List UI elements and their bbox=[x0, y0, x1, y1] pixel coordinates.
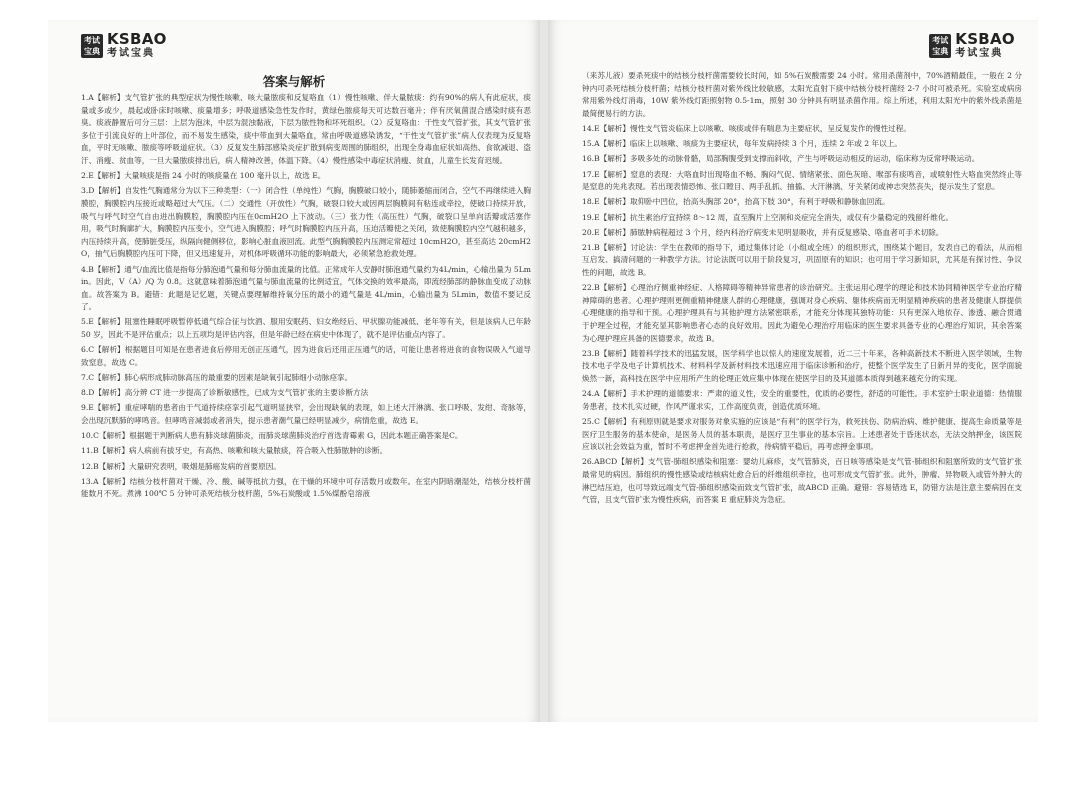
right-page-content bbox=[582, 70, 1022, 509]
answer-paragraph: 7.C【解析】肺心病形成肺动脉高压的最重要的因素是缺氧引起肺细小动脉痉挛。 bbox=[81, 373, 353, 383]
answer-paragraph: 6.C【解析】根据题目可知是在患者进食后停用无创正压通气，因为进食后还用正压通气的话，可能让患者将进食的食物误吸入气道导致窒息，故选 C。 bbox=[81, 345, 531, 367]
ksbao-logo bbox=[81, 32, 167, 59]
left-page bbox=[48, 20, 540, 722]
answer-paragraph: 1.A【解析】支气管扩张的典型症状为慢性咳嗽、咳大量脓痰和反复咯血（1）慢性咳嗽、伴大量脓痰：约有90%的病人有此症状，痰量或多或少，晨起或卧床时咳嗽、痰量增多；呼吸道感染急性发作时，黄绿色脓痰每天可达数百毫升；伴有厌氧菌混合感染时痰有恶臭。痰液静置后可分三层：上层为泡沫，中层为混浊黏液，下层为脓性物和坏死组织。（2）反复咯血：干性支气管扩张，其支气管扩张多位于引流良好的上叶部位，而不易发生感染，痰中带血到大量咯血，常由呼吸道感染诱发，“干性支气管扩张”病人仅表现为反复咯血，平时无咳嗽、脓痰等呼吸道症状。（3）反复发生肺部感染炎症扩散到病变周围的肺组织，出现全身毒血症状如高热、食欲减退、盗汗、消瘦、贫血等，一旦大量脓痰排出后，病人精神改善，体温下降。（4）慢性感染中毒症状消瘦、贫血，儿童生长发育迟缓。 bbox=[81, 93, 531, 165]
answer-paragraph: 20.E【解析】肺脓肿病程超过 3 个月，经内科治疗病变未见明显吸收，并有反复感染、咯血者可手术切除。 bbox=[582, 227, 944, 237]
logo-mark-icon: 考试 宝典 bbox=[81, 34, 103, 58]
answer-paragraph: 23.B【解析】随着科学技术的迅猛发展，医学科学也以惊人的速度发展着，近二三十年来，各种高新技术不断进入医学领域，生物技术电子学及电子计算机技术、材料科学及新材料技术迅速应用于临床诊断和治疗，使整个医学发生了日新月异的变化，医学面貌焕然一新，高科技在医学中应用所产生的伦理正效应集中体现在使医学目的及其道德本质得到越来越充分的实现。 bbox=[582, 348, 1022, 383]
answer-paragraph: 10.C【解析】根据题干判断病人患有肺炎球菌肺炎，而肺炎球菌肺炎治疗首选青霉素 G，因此本题正确答案是C。 bbox=[81, 431, 463, 441]
logo-subtitle: 考试宝典 bbox=[955, 48, 1004, 59]
answer-paragraph: 9.E【解析】重症哮喘的患者由于气道持续痉挛引起气道明显狭窄，会出现缺氧的表现，如上述大汗淋漓、张口呼吸、发绀、奇脉等，会出现沉默肺的哮鸣音。但哮鸣音减弱或者消失，提示患者潮气量已经明显减少，病情危重，故选 E。 bbox=[81, 403, 531, 425]
answer-paragraph: 8.D【解析】高分辨 CT 进一步提高了诊断敏感性，已成为支气管扩张的主要诊断方法 bbox=[81, 388, 369, 398]
answer-paragraph: 5.E【解析】阻塞性睡眠呼吸暂停低通气综合征与饮酒、服用安眠药、妇女绝经后、甲状腺功能减低、老年等有关，但是该病人已年龄 50 岁，因此不是评估重点；以上五项均是评估内容，但是年龄已经在病史中体现了，就不是评估重点内容了。 bbox=[81, 317, 531, 340]
answer-paragraph: （来苏儿液）要杀死痰中的结核分枝杆菌需要较长时间，如 5%石炭酸需要 24 小时。常用杀菌剂中，70%酒精最佳，一般在 2 分钟内可杀死结核分枝杆菌；结核分枝杆菌对紫外线比较敏感，太阳光直射下痰中结核分枝杆菌经 2-7 小时可被杀死。实验室或病房常用紫外线灯消毒，10W 紫外线灯距照射物 0.5-1m，照射 30 分钟具有明显杀菌作用。综上所述，利用太阳光中的紫外线杀菌是最简便易行的方法。 bbox=[582, 71, 1022, 118]
answer-paragraph: 4.B【解析】通气/血流比值是指每分肺泡通气量和每分肺血流量的比值。正常成年人安静时肺泡通气量约为4L/min，心输出量为 5Lmin。因此，V（A）/Q 为 0.8。这就意味着肺泡通气量与肺血流量的比例适宜，气体交换的效率最高，即流经肺部的静脉血变成了动脉血。故答案为 B。避错：此题是记忆题，关键点要理解维持氧分压的最小的通气量是 4L/min，心输出量为 5Lmin，数值不要记反了。 bbox=[81, 264, 531, 312]
answer-paragraph: 19.E【解析】抗生素治疗宜持续 8～12 周，直至胸片上空洞和炎症完全消失，或仅有少量稳定的残留纤维化。 bbox=[582, 212, 954, 222]
answer-paragraph: 14.E【解析】慢性支气管炎临床上以咳嗽、咳痰或伴有喘息为主要症状，呈反复发作的慢性过程。 bbox=[582, 123, 911, 133]
answer-paragraph: 15.A【解析】临床上以咳嗽、咳痰为主要症状，每年发病持续 3 个月，连续 2 年或 2 年以上。 bbox=[582, 139, 902, 149]
answer-paragraph: 16.B【解析】多吸多处的动脉骨骼，局部胸腹受到支撑而斜收，产生与呼吸运动相反的运动，临床称为反常呼吸运动。 bbox=[582, 154, 980, 164]
answer-paragraph: 12.B【解析】大量研究表明，吸烟是肺癌发病的首要原因。 bbox=[81, 461, 281, 471]
answer-paragraph: 13.A【解析】结核分枝杆菌对干燥、冷、酸、碱等抵抗力强，在干燥的环境中可存活数月或数年。在室内阴暗潮湿处，结核分枝杆菌能数月不死。煮沸 100℃ 5 分钟可杀死结核分枝杆菌，5%石炭酸或 1.5%煤酚皂溶液 bbox=[81, 476, 531, 499]
answer-paragraph: 17.E【解析】窒息的表现：大咯血时出现咯血不畅、胸闷气促、情绪紧张、面色灰暗、喉部有痰鸣音，或喷射性大咯血突然终止等是窒息的先兆表现。若出现表情恐怖、张口瞠目、两手乱抓、抽搐、大汗淋漓、牙关紧闭或神志突然丧失，提示发生了窒息。 bbox=[582, 169, 1022, 192]
answer-paragraph: 25.C【解析】有利原则就是要求对服务对象实施的应该是“有利”的医学行为，救死扶伤、防病治病、维护健康、提高生命质量等是医疗卫生服务的基本使命，是医务人员的基本职责，是医疗卫生事业的基本宗旨。上述患者处于昏迷状态，无法交纳押金，该医院应该以社会效益为重，暂时不考虑押金首先进行抢救，待病情平稳后，再考虑押金事项。 bbox=[582, 416, 1022, 452]
logo-subtitle: 考试宝典 bbox=[107, 48, 155, 59]
answer-paragraph: 24.A【解析】手术护理的道德要求：严肃的道义性，安全的重要性，优质的必要性，舒适的可能性。手术室护士职业道德：热情服务患者，技术扎实过硬，作风严谨求实，工作高度负责，创造优质环境。 bbox=[582, 389, 1022, 411]
answer-paragraph: 21.B【解析】讨论法：学生在教师的指导下，通过集体讨论（小组或全班）的组织形式，围绕某个题目，发表自己的看法，从而相互启发、搞清问题的一种教学方法。讨论法既可以用于阶段复习，巩固原有的知识；也可用于学习新知识，尤其是有探讨性、争议性的问题，故选 B。 bbox=[582, 242, 1022, 278]
page-title: 答案与解析 bbox=[262, 74, 326, 89]
right-page bbox=[548, 20, 1038, 722]
answer-paragraph: 18.E【解析】取仰卧中凹位，抬高头胸部 20°，抬高下肢 30°，有利于呼吸和静脉血回流。 bbox=[582, 197, 890, 207]
logo-brand: KSBAO bbox=[955, 30, 1015, 48]
document-spread bbox=[48, 20, 1038, 722]
answer-paragraph: 22.B【解析】心理治疗侧重神经症、人格障碍等精神异常患者的诊治研究。主张运用心理学的理论和技术协同精神医学专业治疗精神障碍的患者。心理护理则更侧重精神健康人群的心理健康，强调对身心疾病、躯体疾病而无明显精神疾病的患者及健康人群提供心理健康的指导和干预。心理护理具有与其他护理方法紧密联系，才能充分体现其独特功能：只有更深入地依存、渗透、融合贯通于护理全过程，才能充显其影响患者心态的良好效用。因此为避免心理治疗用临床的医生要求具备专业的心理治疗知识，其余答案为心理护理应具备的医德要求，故选 B。 bbox=[582, 283, 1022, 343]
left-page-content bbox=[81, 92, 531, 504]
ksbao-logo bbox=[929, 32, 1015, 59]
answer-paragraph: 11.B【解析】病人病前有拔牙史，有高热、咳嗽和咳大量脓痰，符合吸入性肺脓肿的诊断。 bbox=[81, 446, 388, 456]
answer-paragraph: 26.ABCD【解析】支气管-肺组织感染和阻塞：婴幼儿麻疹，支气管肺炎，百日咳等感染是支气管-肺组织和阻塞所致的支气管扩张最常见的病因。肺组织的慢性感染或结核病灶愈合后的纤维组织牵拉，也可形成支气管扩张。此外，肿瘤、异物吸入或管外肿大的淋巴结压迫，也可导致远端支气管-肺组织感染而致支气管扩张，故ABCD 正确。避错：容易错选 E，防错方法是注意主要病因在支气管，且支气管扩张为慢性疾病，而答案 E 重症肺炎为急症。 bbox=[582, 457, 1022, 505]
answer-paragraph: 3.D【解析】自发性气胸通常分为以下三种类型：（一）闭合性（单纯性）气胸，胸膜破口较小，随肺萎缩而闭合，空气不再继续进入胸膜腔，胸膜腔内压接近或略超过大气压。（二）交通性（开放性）气胸，破裂口较大或因两层胸膜间有粘连或牵拉，使破口持续开放，吸气与呼气时空气自由进出胸膜腔，胸膜腔内压在0cmH2O 上下波动。（三）张力性（高压性）气胸，破裂口呈单向活瓣或活塞作用，吸气时胸廓扩大，胸膜腔内压变小，空气进入胸膜腔；呼气时胸膜腔内压升高，压迫活瓣使之关闭，致使胸膜腔内空气越积越多，内压持续升高，使肺脏受压，纵隔向健侧移位，影响心脏血液回流。此型气胸胸膜腔内压测定常超过 10cmH2O，甚至高达 20cmH2O，抽气后胸膜腔内压可下降，但又迅速复升，对机体呼吸循环功能的影响最大，必须紧急抢救处理。 bbox=[81, 186, 531, 259]
answer-paragraph: 2.E【解析】大量咳痰是指 24 小时的咳痰量在 100 毫升以上，故选 E。 bbox=[81, 171, 326, 181]
logo-brand: KSBAO bbox=[107, 30, 167, 48]
page-gutter bbox=[540, 20, 548, 722]
logo-mark-icon: 考试 宝典 bbox=[929, 34, 951, 58]
